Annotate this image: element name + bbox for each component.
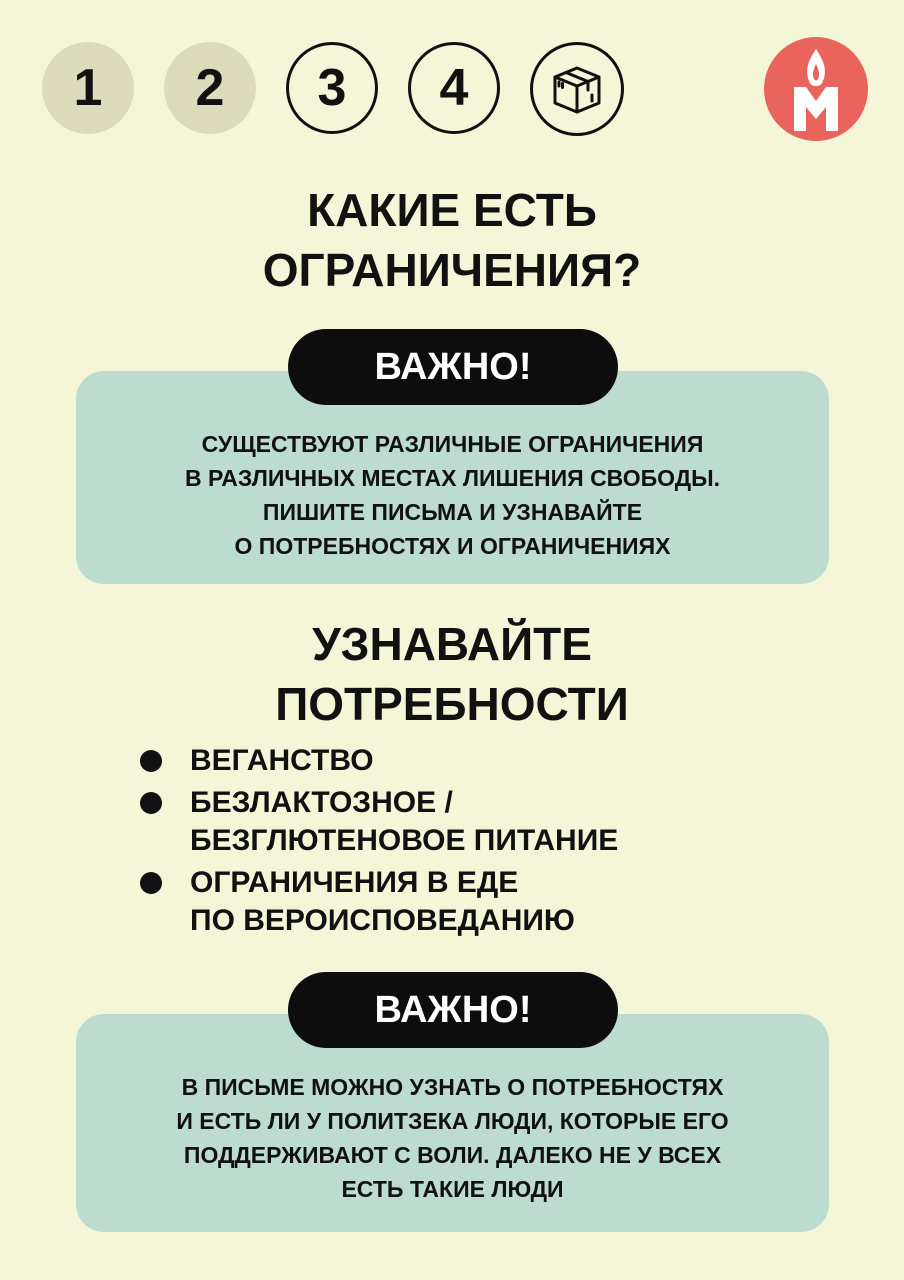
step-3: 3 (286, 42, 378, 134)
needs-list (138, 742, 618, 944)
list-item (138, 742, 618, 780)
important-card-1-line: ПИШИТЕ ПИСЬМА И УЗНАВАЙТЕ (262, 499, 643, 525)
important-badge-2: ВАЖНО! (288, 972, 618, 1048)
important-card-2-line: ЕСТЬ ТАКИЕ ЛЮДИ (341, 1176, 564, 1202)
bullet-icon (140, 792, 162, 814)
title-needs (0, 614, 904, 734)
important-card-2-line: В ПИСЬМЕ МОЖНО УЗНАТЬ О ПОТРЕБНОСТЯХ (181, 1074, 724, 1100)
important-badge-1: ВАЖНО! (288, 329, 618, 405)
bullet-icon (140, 872, 162, 894)
list-item (138, 784, 618, 860)
step-1: 1 (42, 42, 134, 134)
title-needs-line1: УЗНАВАЙТЕ (312, 618, 592, 670)
important-card-1-line: СУЩЕСТВУЮТ РАЗЛИЧНЫЕ ОГРАНИЧЕНИЯ (201, 431, 704, 457)
step-2: 2 (164, 42, 256, 134)
box-icon (547, 59, 607, 119)
title-restrictions (0, 180, 904, 300)
list-item-text: БЕЗГЛЮТЕНОВОЕ ПИТАНИЕ (190, 824, 619, 857)
important-card-2-line: И ЕСТЬ ЛИ У ПОЛИТЗЕКА ЛЮДИ, КОТОРЫЕ ЕГО (176, 1108, 729, 1134)
important-card-2-line: ПОДДЕРЖИВАЮТ С ВОЛИ. ДАЛЕКО НЕ У ВСЕХ (183, 1142, 722, 1168)
title-restrictions-line2: ОГРАНИЧЕНИЯ? (262, 244, 642, 296)
title-restrictions-line1: КАКИЕ ЕСТЬ (307, 184, 597, 236)
list-item-text: ВЕГАНСТВО (190, 744, 374, 777)
list-item-text: БЕЗЛАКТОЗНОЕ / (190, 786, 453, 819)
title-needs-line2: ПОТРЕБНОСТИ (275, 678, 629, 730)
important-card-1-line: О ПОТРЕБНОСТЯХ И ОГРАНИЧЕНИЯХ (234, 533, 671, 559)
bullet-icon (140, 750, 162, 772)
step-indicator (42, 42, 624, 136)
list-item-text: ПО ВЕРОИСПОВЕДАНИЮ (190, 904, 575, 937)
memorial-logo-icon (764, 37, 868, 141)
step-4: 4 (408, 42, 500, 134)
list-item (138, 864, 618, 940)
list-item-text: ОГРАНИЧЕНИЯ В ЕДЕ (190, 866, 519, 899)
step-5 (530, 42, 624, 136)
memorial-logo (764, 37, 868, 141)
important-card-1-line: В РАЗЛИЧНЫХ МЕСТАХ ЛИШЕНИЯ СВОБОДЫ. (184, 465, 721, 491)
